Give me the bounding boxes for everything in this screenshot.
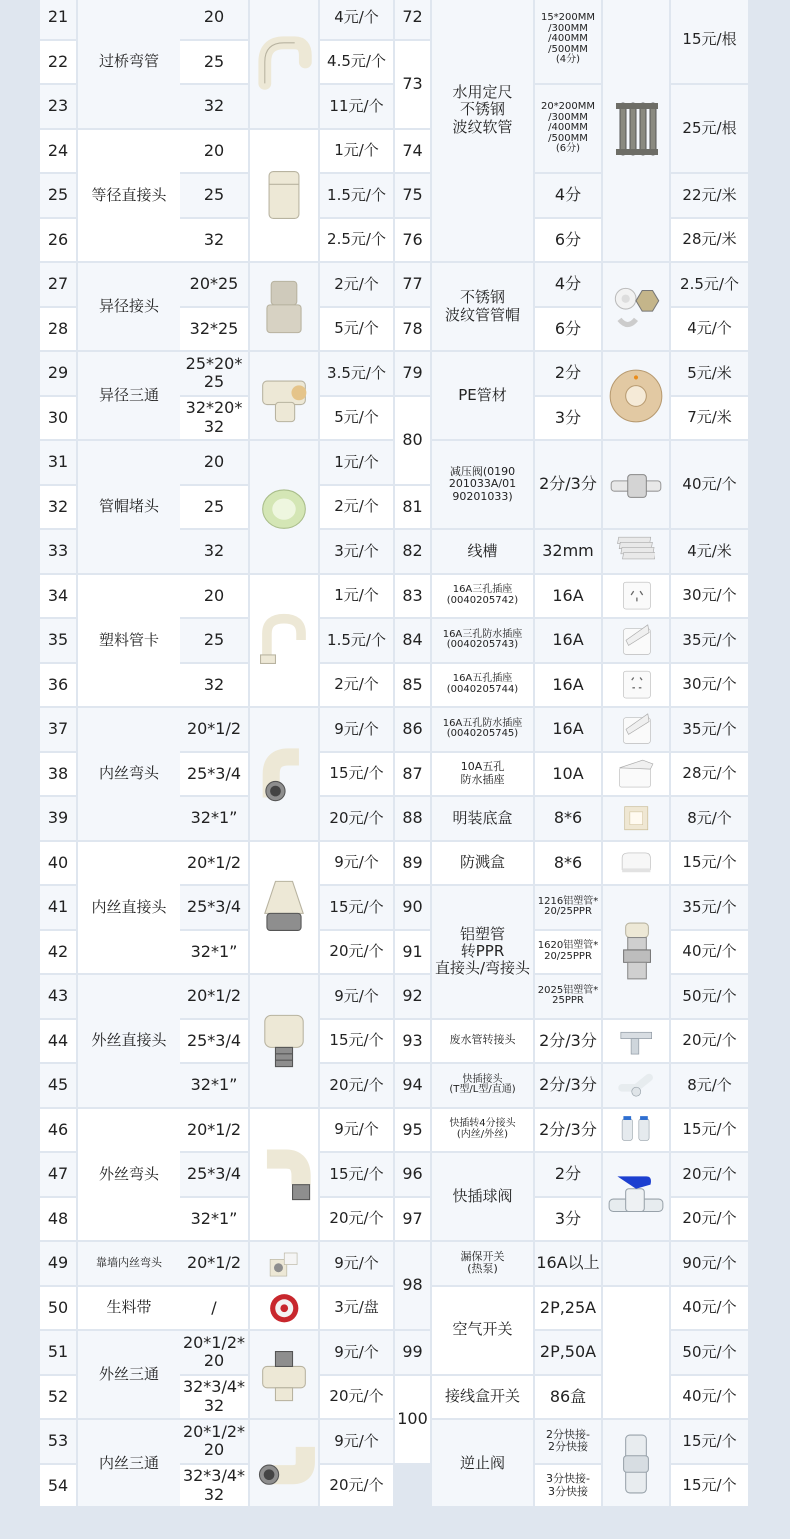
splash-box-icon bbox=[617, 844, 656, 883]
row-number: 27 bbox=[40, 263, 76, 306]
unit-price: 40元/个 bbox=[671, 1287, 748, 1330]
size-spec: 20*1/2* 20 bbox=[180, 1331, 248, 1374]
size-spec: 20 bbox=[180, 0, 248, 39]
row-number: 40 bbox=[40, 842, 76, 885]
product-photo bbox=[603, 797, 669, 840]
product-name: 16A五孔防水插座 (0040205745) bbox=[432, 708, 533, 751]
size-spec: 2分 bbox=[535, 352, 601, 395]
size-spec: 20*200MM /300MM /400MM /500MM (6分) bbox=[535, 85, 601, 172]
unit-price: 1.5元/个 bbox=[320, 174, 393, 217]
product-photo bbox=[603, 441, 669, 528]
product-name: 16A三孔防水插座 (0040205743) bbox=[432, 619, 533, 662]
size-spec: 25 bbox=[180, 41, 248, 84]
product-name: 靠墙内丝弯头 bbox=[78, 1242, 180, 1285]
unit-price: 15元/个 bbox=[671, 1420, 748, 1463]
unit-price: 20元/个 bbox=[320, 797, 393, 840]
size-spec: 6分 bbox=[535, 219, 601, 262]
size-spec: 86盒 bbox=[535, 1376, 601, 1419]
size-spec: / bbox=[180, 1287, 248, 1330]
product-photo bbox=[603, 1287, 669, 1419]
unit-price: 9元/个 bbox=[320, 1420, 393, 1463]
unit-price: 9元/个 bbox=[320, 842, 393, 885]
row-number: 76 bbox=[395, 219, 430, 262]
row-number: 48 bbox=[40, 1198, 76, 1241]
male-thread-elbow-icon bbox=[252, 1142, 316, 1206]
product-photo bbox=[250, 1242, 318, 1285]
product-photo bbox=[603, 708, 669, 751]
product-photo bbox=[603, 1420, 669, 1506]
size-spec: 2P,25A bbox=[535, 1287, 601, 1330]
socket-5hole-icon bbox=[617, 666, 656, 705]
size-spec: 16A bbox=[535, 575, 601, 618]
row-number: 33 bbox=[40, 530, 76, 573]
unit-price: 15元/个 bbox=[320, 1153, 393, 1196]
row-number: 91 bbox=[395, 931, 430, 974]
unit-price: 4.5元/个 bbox=[320, 41, 393, 84]
size-spec: 2分快接- 2分快接 bbox=[535, 1420, 601, 1463]
product-photo bbox=[603, 530, 669, 573]
row-number: 47 bbox=[40, 1153, 76, 1196]
quick-connect-icon bbox=[617, 1066, 656, 1105]
size-spec: 20*1/2 bbox=[180, 1242, 248, 1285]
size-spec: 32*3/4* 32 bbox=[180, 1465, 248, 1507]
row-number: 21 bbox=[40, 0, 76, 39]
product-name: PE管材 bbox=[432, 352, 533, 439]
unit-price: 1.5元/个 bbox=[320, 619, 393, 662]
size-spec: 16A bbox=[535, 664, 601, 707]
size-spec: 10A bbox=[535, 753, 601, 796]
size-spec: 25*3/4 bbox=[180, 753, 248, 796]
product-name: 防溅盒 bbox=[432, 842, 533, 885]
unit-price: 1元/个 bbox=[320, 130, 393, 173]
size-spec: 20 bbox=[180, 130, 248, 173]
pex-ppr-adapter-icon bbox=[605, 921, 667, 983]
row-number: 83 bbox=[395, 575, 430, 618]
product-name: 16A五孔插座 (0040205744) bbox=[432, 664, 533, 707]
size-spec: 32 bbox=[180, 530, 248, 573]
unit-price: 20元/个 bbox=[320, 1465, 393, 1507]
row-number: 74 bbox=[395, 130, 430, 173]
row-number: 94 bbox=[395, 1064, 430, 1107]
size-spec: 4分 bbox=[535, 263, 601, 306]
unit-price: 90元/个 bbox=[671, 1242, 748, 1285]
row-number: 30 bbox=[40, 397, 76, 440]
row-number: 43 bbox=[40, 975, 76, 1018]
size-spec: 20*1/2 bbox=[180, 975, 248, 1018]
wire-channel-icon bbox=[617, 532, 656, 571]
unit-price: 20元/个 bbox=[671, 1153, 748, 1196]
size-spec: 2025铝塑管* 25PPR bbox=[535, 975, 601, 1018]
size-spec: 2分/3分 bbox=[535, 1109, 601, 1152]
size-spec: 32 bbox=[180, 219, 248, 262]
row-number: 38 bbox=[40, 753, 76, 796]
unit-price: 35元/个 bbox=[671, 619, 748, 662]
unit-price: 8元/个 bbox=[671, 797, 748, 840]
product-photo bbox=[250, 975, 318, 1107]
row-number: 82 bbox=[395, 530, 430, 573]
row-number: 81 bbox=[395, 486, 430, 529]
product-photo bbox=[603, 1064, 669, 1107]
row-number: 72 bbox=[395, 0, 430, 39]
size-spec: 32*1” bbox=[180, 931, 248, 974]
ptfe-tape-icon bbox=[265, 1289, 304, 1328]
size-spec: 1620铝塑管* 20/25PPR bbox=[535, 931, 601, 974]
price-table bbox=[40, 0, 748, 1506]
row-number: 97 bbox=[395, 1198, 430, 1241]
product-name: 异径三通 bbox=[78, 352, 180, 439]
size-spec: 20*25 bbox=[180, 263, 248, 306]
product-name: 过桥弯管 bbox=[78, 0, 180, 128]
size-spec: 32*25 bbox=[180, 308, 248, 351]
product-name: 快插球阀 bbox=[432, 1153, 533, 1240]
row-number: 32 bbox=[40, 486, 76, 529]
unit-price: 9元/个 bbox=[320, 975, 393, 1018]
unit-price: 20元/个 bbox=[671, 1020, 748, 1063]
product-name: 外丝三通 bbox=[78, 1331, 180, 1418]
product-photo bbox=[603, 352, 669, 439]
size-spec: 32 bbox=[180, 85, 248, 128]
row-number: 99 bbox=[395, 1331, 430, 1374]
row-number: 29 bbox=[40, 352, 76, 395]
unit-price: 15元/个 bbox=[671, 1109, 748, 1152]
row-number: 73 bbox=[395, 41, 430, 128]
socket-5hole-waterproof-icon bbox=[617, 710, 656, 749]
waste-pipe-adapter-icon bbox=[617, 1022, 656, 1061]
product-name: 明装底盒 bbox=[432, 797, 533, 840]
unit-price: 20元/个 bbox=[320, 1064, 393, 1107]
size-spec: 2分 bbox=[535, 1153, 601, 1196]
unit-price: 4元/个 bbox=[320, 0, 393, 39]
row-number: 52 bbox=[40, 1376, 76, 1419]
unit-price: 22元/米 bbox=[671, 174, 748, 217]
unit-price: 5元/个 bbox=[320, 308, 393, 351]
size-spec: 2分/3分 bbox=[535, 1064, 601, 1107]
row-number: 28 bbox=[40, 308, 76, 351]
unit-price: 4元/米 bbox=[671, 530, 748, 573]
row-number: 22 bbox=[40, 41, 76, 84]
product-name: 漏保开关 (热泵) bbox=[432, 1242, 533, 1285]
product-photo bbox=[603, 1020, 669, 1063]
row-number: 51 bbox=[40, 1331, 76, 1374]
size-spec: 20 bbox=[180, 575, 248, 618]
product-name: 逆止阀 bbox=[432, 1420, 533, 1506]
male-thread-coupling-icon bbox=[252, 1009, 316, 1073]
hose-cap-icon bbox=[605, 276, 667, 338]
row-number: 24 bbox=[40, 130, 76, 173]
product-photo bbox=[250, 263, 318, 350]
unit-price: 3元/盘 bbox=[320, 1287, 393, 1330]
size-spec: 4分 bbox=[535, 174, 601, 217]
product-photo bbox=[603, 619, 669, 662]
unit-price: 2.5元/个 bbox=[671, 263, 748, 306]
product-name: 内丝三通 bbox=[78, 1420, 180, 1506]
product-name: 废水管转接头 bbox=[432, 1020, 533, 1063]
row-number: 37 bbox=[40, 708, 76, 751]
row-number: 85 bbox=[395, 664, 430, 707]
row-number: 36 bbox=[40, 664, 76, 707]
product-photo bbox=[603, 842, 669, 885]
size-spec: 32*1” bbox=[180, 797, 248, 840]
size-spec: 2分/3分 bbox=[535, 1020, 601, 1063]
product-photo bbox=[603, 664, 669, 707]
size-spec: 25 bbox=[180, 174, 248, 217]
product-photo bbox=[603, 886, 669, 1018]
product-photo bbox=[250, 1331, 318, 1418]
unit-price: 3.5元/个 bbox=[320, 352, 393, 395]
product-name: 减压阀(0190 201033A/01 90201033) bbox=[432, 441, 533, 528]
row-number: 80 bbox=[395, 397, 430, 484]
row-number: 23 bbox=[40, 85, 76, 128]
socket-3hole-icon bbox=[617, 577, 656, 616]
size-spec: 32*1” bbox=[180, 1198, 248, 1241]
product-name: 快插转4分接头 (内丝/外丝) bbox=[432, 1109, 533, 1152]
row-number: 77 bbox=[395, 263, 430, 306]
size-spec: 32*3/4* 32 bbox=[180, 1376, 248, 1419]
unit-price: 30元/个 bbox=[671, 664, 748, 707]
size-spec: 2分/3分 bbox=[535, 441, 601, 528]
size-spec: 8*6 bbox=[535, 797, 601, 840]
pe-pipe-coil-icon bbox=[605, 365, 667, 427]
straight-coupling-icon bbox=[252, 163, 316, 227]
unit-price: 15元/个 bbox=[320, 1020, 393, 1063]
size-spec: 8*6 bbox=[535, 842, 601, 885]
unit-price: 28元/米 bbox=[671, 219, 748, 262]
size-spec: 16A bbox=[535, 708, 601, 751]
size-spec: 25*3/4 bbox=[180, 1020, 248, 1063]
male-thread-tee-icon bbox=[252, 1343, 316, 1407]
unit-price: 20元/个 bbox=[671, 1198, 748, 1241]
size-spec: 32mm bbox=[535, 530, 601, 573]
row-number: 88 bbox=[395, 797, 430, 840]
unit-price: 8元/个 bbox=[671, 1064, 748, 1107]
unit-price: 9元/个 bbox=[320, 1109, 393, 1152]
row-number: 25 bbox=[40, 174, 76, 217]
product-photo bbox=[603, 263, 669, 350]
row-number: 49 bbox=[40, 1242, 76, 1285]
unit-price: 1元/个 bbox=[320, 575, 393, 618]
unit-price: 3元/个 bbox=[320, 530, 393, 573]
row-number: 96 bbox=[395, 1153, 430, 1196]
ball-valve-icon bbox=[605, 1166, 667, 1228]
unit-price: 20元/个 bbox=[320, 1198, 393, 1241]
unit-price: 9元/个 bbox=[320, 708, 393, 751]
row-number: 75 bbox=[395, 174, 430, 217]
product-photo bbox=[250, 1109, 318, 1241]
size-spec: 25*20* 25 bbox=[180, 352, 248, 395]
unit-price: 15元/个 bbox=[671, 842, 748, 885]
unit-price: 5元/个 bbox=[320, 397, 393, 440]
row-number: 95 bbox=[395, 1109, 430, 1152]
product-photo bbox=[250, 441, 318, 573]
row-number: 100 bbox=[395, 1376, 430, 1463]
size-spec: 16A bbox=[535, 619, 601, 662]
product-name: 快插接头 (T型/L型/直通) bbox=[432, 1064, 533, 1107]
product-name: 空气开关 bbox=[432, 1287, 533, 1374]
product-photo bbox=[250, 130, 318, 262]
unit-price: 28元/个 bbox=[671, 753, 748, 796]
row-number: 87 bbox=[395, 753, 430, 796]
size-spec: 25 bbox=[180, 486, 248, 529]
product-photo bbox=[250, 352, 318, 439]
size-spec: 32*1” bbox=[180, 1064, 248, 1107]
unit-price: 7元/米 bbox=[671, 397, 748, 440]
row-number: 78 bbox=[395, 308, 430, 351]
size-spec: 3分 bbox=[535, 1198, 601, 1241]
row-number: 93 bbox=[395, 1020, 430, 1063]
product-photo bbox=[603, 575, 669, 618]
product-name: 生料带 bbox=[78, 1287, 180, 1330]
socket-10a-waterproof-icon bbox=[617, 755, 656, 794]
row-number: 44 bbox=[40, 1020, 76, 1063]
unit-price: 9元/个 bbox=[320, 1242, 393, 1285]
product-name: 10A五孔 防水插座 bbox=[432, 753, 533, 796]
row-number: 53 bbox=[40, 1420, 76, 1463]
pipe-cap-icon bbox=[252, 475, 316, 539]
size-spec: 32 bbox=[180, 664, 248, 707]
product-photo bbox=[603, 0, 669, 261]
unit-price: 1元/个 bbox=[320, 441, 393, 484]
unit-price: 35元/个 bbox=[671, 886, 748, 929]
unit-price: 15元/根 bbox=[671, 0, 748, 83]
product-photo bbox=[603, 1109, 669, 1152]
size-spec: 20 bbox=[180, 441, 248, 484]
row-number: 42 bbox=[40, 931, 76, 974]
row-number: 35 bbox=[40, 619, 76, 662]
unit-price: 9元/个 bbox=[320, 1331, 393, 1374]
size-spec: 20*1/2 bbox=[180, 708, 248, 751]
product-name: 铝塑管 转PPR 直接头/弯接头 bbox=[432, 886, 533, 1018]
product-name: 管帽堵头 bbox=[78, 441, 180, 573]
pipe-clip-icon bbox=[252, 608, 316, 672]
product-photo bbox=[603, 1153, 669, 1240]
unit-price: 50元/个 bbox=[671, 1331, 748, 1374]
size-spec: 20*1/2* 20 bbox=[180, 1420, 248, 1463]
size-spec: 20*1/2 bbox=[180, 1109, 248, 1152]
row-number: 86 bbox=[395, 708, 430, 751]
size-spec: 25*3/4 bbox=[180, 1153, 248, 1196]
row-number: 39 bbox=[40, 797, 76, 840]
size-spec: 3分 bbox=[535, 397, 601, 440]
product-name: 等径直接头 bbox=[78, 130, 180, 262]
row-number: 34 bbox=[40, 575, 76, 618]
product-name: 不锈钢 波纹管管帽 bbox=[432, 263, 533, 350]
product-photo bbox=[250, 842, 318, 974]
row-number: 46 bbox=[40, 1109, 76, 1152]
reducing-tee-icon bbox=[252, 364, 316, 428]
unit-price: 25元/根 bbox=[671, 85, 748, 172]
size-spec: 32*20* 32 bbox=[180, 397, 248, 440]
row-number: 79 bbox=[395, 352, 430, 395]
size-spec: 25 bbox=[180, 619, 248, 662]
female-thread-coupling-icon bbox=[252, 875, 316, 939]
unit-price: 15元/个 bbox=[320, 753, 393, 796]
row-number: 41 bbox=[40, 886, 76, 929]
female-thread-tee-icon bbox=[252, 1432, 316, 1496]
row-number: 45 bbox=[40, 1064, 76, 1107]
unit-price: 20元/个 bbox=[320, 931, 393, 974]
unit-price: 40元/个 bbox=[671, 441, 748, 528]
unit-price: 35元/个 bbox=[671, 708, 748, 751]
row-number: 90 bbox=[395, 886, 430, 929]
size-spec: 16A以上 bbox=[535, 1242, 601, 1285]
product-photo bbox=[250, 1420, 318, 1506]
product-photo bbox=[250, 0, 318, 128]
row-number: 98 bbox=[395, 1242, 430, 1329]
row-number: 31 bbox=[40, 441, 76, 484]
row-number: 84 bbox=[395, 619, 430, 662]
product-name: 塑料管卡 bbox=[78, 575, 180, 707]
unit-price: 2元/个 bbox=[320, 263, 393, 306]
product-name: 水用定尺 不锈钢 波纹软管 bbox=[432, 0, 533, 261]
row-number: 54 bbox=[40, 1465, 76, 1507]
size-spec: 1216铝塑管* 20/25PPR bbox=[535, 886, 601, 929]
product-name: 内丝直接头 bbox=[78, 842, 180, 974]
row-number: 92 bbox=[395, 975, 430, 1018]
female-thread-elbow-icon bbox=[252, 742, 316, 806]
unit-price: 50元/个 bbox=[671, 975, 748, 1018]
product-name: 外丝弯头 bbox=[78, 1109, 180, 1241]
bridge-bend-pipe-icon bbox=[252, 30, 316, 94]
product-name: 线槽 bbox=[432, 530, 533, 573]
size-spec: 2P,50A bbox=[535, 1331, 601, 1374]
size-spec: 20*1/2 bbox=[180, 842, 248, 885]
size-spec: 6分 bbox=[535, 308, 601, 351]
product-name: 异径接头 bbox=[78, 263, 180, 350]
check-valve-icon bbox=[605, 1433, 667, 1495]
product-photo bbox=[603, 1242, 669, 1285]
unit-price: 20元/个 bbox=[320, 1376, 393, 1419]
product-name: 16A三孔插座 (0040205742) bbox=[432, 575, 533, 618]
reducer-coupling-icon bbox=[252, 275, 316, 339]
unit-price: 30元/个 bbox=[671, 575, 748, 618]
product-photo bbox=[603, 753, 669, 796]
unit-price: 15元/个 bbox=[671, 1465, 748, 1507]
product-name: 内丝弯头 bbox=[78, 708, 180, 840]
product-name: 外丝直接头 bbox=[78, 975, 180, 1107]
size-spec: 15*200MM /300MM /400MM /500MM (4分) bbox=[535, 0, 601, 83]
size-spec: 3分快接- 3分快接 bbox=[535, 1465, 601, 1507]
unit-price: 2元/个 bbox=[320, 486, 393, 529]
row-number: 50 bbox=[40, 1287, 76, 1330]
braided-hose-icon bbox=[606, 44, 666, 214]
row-number: 26 bbox=[40, 219, 76, 262]
unit-price: 4元/个 bbox=[671, 308, 748, 351]
unit-price: 40元/个 bbox=[671, 1376, 748, 1419]
unit-price: 11元/个 bbox=[320, 85, 393, 128]
row-number: 89 bbox=[395, 842, 430, 885]
wall-elbow-icon bbox=[265, 1244, 304, 1283]
product-photo bbox=[250, 575, 318, 707]
surface-box-icon bbox=[617, 799, 656, 838]
unit-price: 2.5元/个 bbox=[320, 219, 393, 262]
product-name: 接线盒开关 bbox=[432, 1376, 533, 1419]
unit-price: 40元/个 bbox=[671, 931, 748, 974]
socket-3hole-waterproof-icon bbox=[617, 621, 656, 660]
product-photo bbox=[250, 708, 318, 840]
product-photo bbox=[250, 1287, 318, 1330]
unit-price: 5元/米 bbox=[671, 352, 748, 395]
size-spec: 25*3/4 bbox=[180, 886, 248, 929]
quick-adapter-icon bbox=[617, 1111, 656, 1150]
unit-price: 2元/个 bbox=[320, 664, 393, 707]
pressure-valve-icon bbox=[605, 454, 667, 516]
unit-price: 15元/个 bbox=[320, 886, 393, 929]
